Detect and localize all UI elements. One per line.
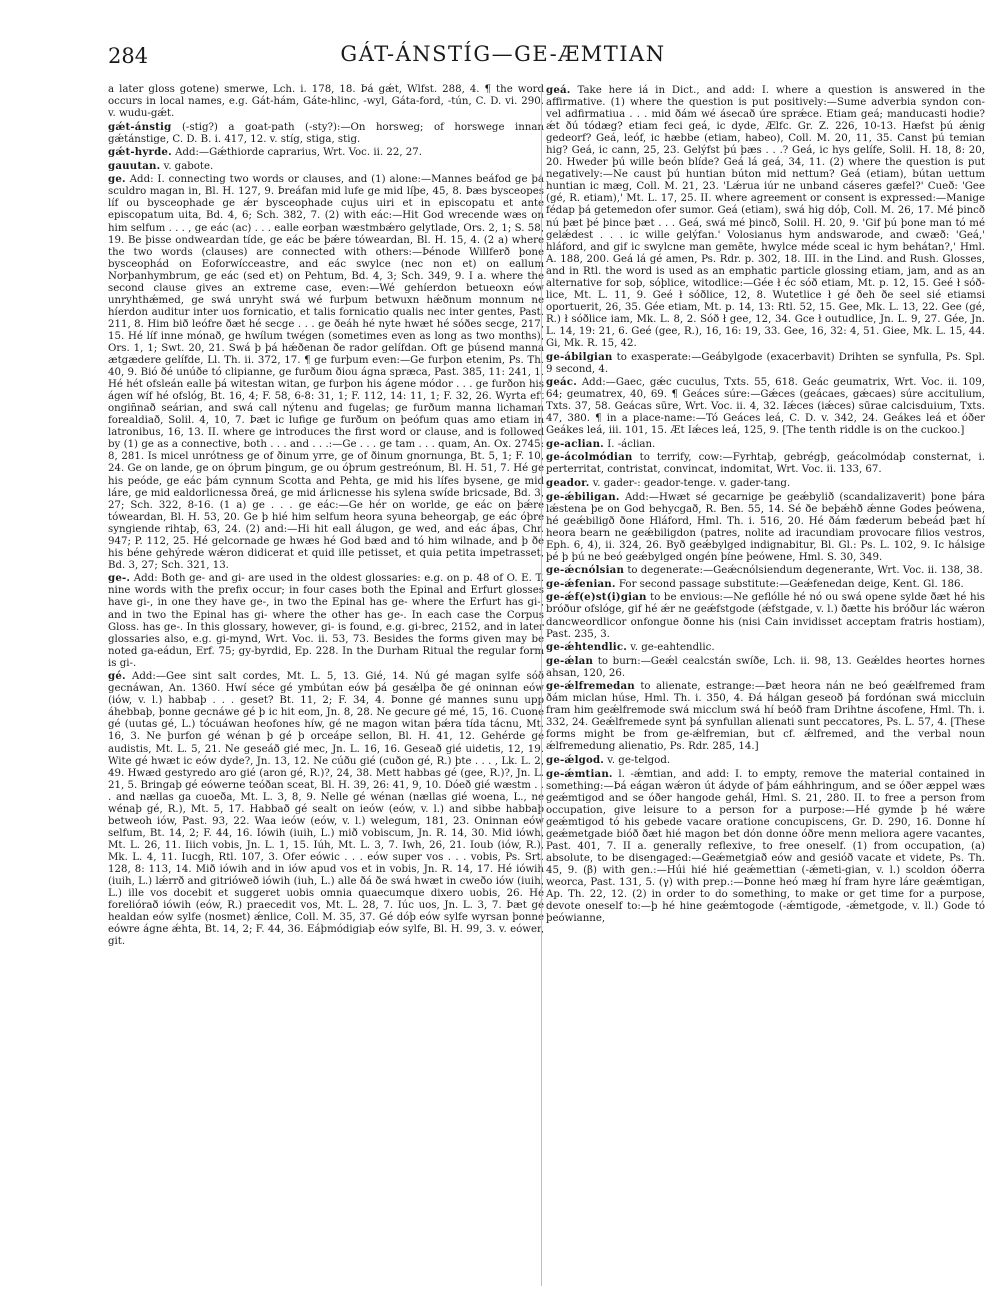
dictionary-entry [108, 146, 544, 159]
entry-headword: ge-ǽlan [546, 654, 594, 667]
dictionary-entry [108, 670, 544, 948]
entry-body: to burn:—Geǽl cealcstán swíðe, Lch. ii. 98, 13. Geǽldes heortes hornes ahsan, 120, 26. [546, 655, 985, 679]
entry-body: v. ge-telgod. [607, 755, 671, 767]
entry-headword: ge-ǽfenian. [546, 577, 616, 590]
entry-headword: ge-ǽcnólsian [546, 564, 625, 577]
page-number: 284 [108, 44, 149, 68]
entry-body: Take here iá in Dict., and add: I. where a question is answered in the affirmative. (1) where the question is put positively:—Sume adverbia syndon con- vel adfirmatiua . . . mid ðám wé ásecað úre sprǽce. Etiam geá; manducasti hodie? ǽt ðú tódæg? etiam feci geá, ic dyde, Ælfc. Gr. Z. 226, 10-13. Hæfst þú ǽnig gedeorf? Geá, leóf, ic hæbbe (etiam, habeo), Coll. M. 20, 11, 35. Canst þú temian hig? Geá, ic cann, 25, 23. Gelýfst þú þæs . . .? Geá, ic hys gelífe, Solil. H. 18, 8: 20, 20. Hweder þú wille beón blíde? Geá lá geá, 34, 11. (2) where the question is put negatively:—Ne caust þú huntian búton mid nettum? Geá (etiam), bútan uettum huntian ic mæg, Coll. M. 21, 23. 'Lǽrua iúr ne unband cáseres gæfel?' Cueð: 'Gee (gé, R. etiam),' Mt. L. 17, 25. II. where agreement or consent is expressed:—Manige fédap þá getemedon ofer sumor. Geá (etiam), swá hig dóþ, Coll. M. 26, 17. Mé þincð nú þæt þé þince þæt . . . Geá, swá mé þincð, Solil. H. 20, 9. 'Gif þú þone man tó mé gelǽdest . . . ic wille gelýfan.' Volosianus hym andswarode, and cwæð: 'Geá,' hláford, and gif ic swylcne man gemēte, hwylce méde sceal ic hym behátan?,' Hml. A. 188, 200. Geá lá gé amen, Ps. Rdr. p. 302, 18. III. in the Lind. and Rush. Glosses, and in Rtl. the word is used as an emphatic particle glossing etiam, jam, and as an alternative for soþ, sóþlice, witodlice:—Gée ł éc sóð etiam, Mt. p. 12, 15. Geé ł sóð-lice, Mt. L. 11, 9. Geé ł sóðlice, 12, 8. Wutetlice ł gé ðeh ðe seel sié etiamsi oportuerit, 26, 35. Gée etiam, Mt. p. 14, 13: Rtl. 52, 15. Gee, Mk. L. 13, 22. Gee (gé, R.) ł sóðlice iam, Mk. L. 8, 2. Sóð ł gee, 12, 34. Gce ł outudlice, Jn. L. 9, 27. Gée, Jn. L. 14, 19: 21, 6. Geé (gee, R.), 16, 16: 19, 33. Gee, 16, 32: 4, 51. Giee, Mk. L. 15, 44. Gi, Mk. R. 15, 42. [546, 85, 985, 349]
dictionary-entry [108, 572, 544, 669]
entry-body: Add: I. connecting two words or clauses, and (1) alone:—Mannes beáfod ge þá sculdro magan in, Bl. H. 127, 9. Þreáfan mid lufe ge mid líþe, 45, 8. Þæs bysceopes líf ou bysceophade ge ǽr bysceophade cujus uiri et in episcopatu et ante episcopatum uita, Bd. 4, 6; Sch. 382, 7. (2) with eác:—Hit God wrecende wæs on him selfum . . . , ge eác (ac) . . . ealle eorþan wæstmbǽro gelytlade, Ors. 2, 1; S. 58, 19. Be þisse ondweardan tíde, ge eác be þǽre tóweardan, Bl. H. 15, 4. (2 a) where the two words (clauses) are connected with others:—Þénode Willferð þone bysceophád on Eoforwícceastre, and eác swylce (nec non et) on eallum Norþanhymbrum, ge eác (sed et) on Pehtum, Bd. 4, 3; Sch. 349, 9. I a. where the second clause gives an extreme case, even:—Wé gehíerdon betueoxn eów unryhthǽmed, ge swá unryht swá wé furþum betwuxn hǽðnum monnum ne híerdon auditur inter uos fornicatio, et talis fornicatio qualis nec inter gentes, Past. 211, 8. Him bið leófre ðæt hé secge . . . ge ðeáh hé nyte hwæt hé sóðes secge, 217, 15. Hé líf inne mónað, ge hwílum twégen (sometimes even as long as two months), Ors. 1, 1; Swt. 20, 21. Swá þ þá hǽðenan ðe rador gelífdan. Oft ge þúsend manna ætgædere gelífde, Ll. Th. ii. 372, 17. ¶ ge furþum even:—Ge furþon etenim, Ps. Th. 40, 9. Bió ðé unúðe tó clipianne, ge furðum ðiou ágna spræca, Past. 385, 11: 241, 1. Hé hét ofsleán ealle þá witestan witan, ge furþon his ágene módor . . . ge furðon his ágen wíf hé ofslóg, Bt. 16, 4; F. 58, 6-8: 31, 1; F. 112, 14: 11, 1; F. 32, 26. Wyrta eft ongin̄nað seárian, and swá call nýtenu and fugelas; ge furðum manna lichaman forealdiað, Solil. 4, 10, 7. Þæt ic lufige ge furðum on þeófum quas amo etiam in latronibus, 16, 13. II. where ge introduces the first word or clause, and is followed by (1) ge as a connective, both . . . and . . .:—Ge . . . ge tam . . . quam, An. Ox. 2745: 8, 281. Is micel unrótness ge of ðinum yrre, ge of ðinum gnornunga, Bt. 5, 1; F. 10, 24. Ge on lande, ge on óþrum þingum, ge ou óþrum gestreónum, Bl. H. 51, 7. Hé ge his peóde, ge eác þám cynnum Scotta and Pehta, ge mid his lífes bysene, ge mid láre, ge mid ealdorlicnessa ðreá, ge mid árlicnesse his sylena swíde bricsade, Bd. 3, 27; Sch. 322, 8-16. (1 a) ge . . . ge eác:—Ge hér on worlde, ge eác on þǽre tóweardan, Bl. H. 53, 20. Ge þ hié him selfum heora syuna beheorgaþ, ge eác óþre syngiende rihtaþ, 63, 24. (2) and:—Hi hit eall álugon, ge wed, and eác áþas, Chr. 947; P. 112, 25. Hé gelcornade ge hwæs hé God bæd and tó him wilnade, and þ ðe his béne gehýrede wǽron didicerat et quid ille petisset, et quia petita impetrasset, Bd. 3, 27; Sch. 321, 13. [108, 174, 544, 571]
entry-body: I. -áclian. [607, 438, 656, 450]
dictionary-entry [108, 121, 544, 146]
entry-body: to degenerate:—Geǽcnólsiendum degenerante, Wrt. Voc. ii. 138, 38. [627, 565, 983, 577]
entry-headword: ge-ǽbiligan. [546, 490, 620, 503]
entry-body: Add:—Hwæt sé gecarnige þe geǽbylið (scandalizaverit) þone þára lǽstena þe on God behycgað, R. Ben. 55, 14. Sé ðe beþǽhð ǽnne Godes þeówena, hé geǽbiligð ðone Hláford, Hml. Th. i. 516, 20. Hé ðám fæderum bebeád þæt hí heora bearn ne geǽbiligdon (patres, nolite ad iracundiam provocare filios vestros, Eph. 6, 4), ii. 324, 26. Byð geǽbylged indignabitur, Bl. Gl.: Ps. L. 102, 9. Ic hálsige þé þ þú ne beó geǽbylged ongén þíne þeówene, Hml. S. 30, 349. [546, 491, 985, 563]
entry-headword: ge-ǽlgod. [546, 754, 605, 767]
page-running-title: GÁT-ÁNSTÍG—GE-ÆMTIAN [340, 42, 666, 66]
entry-body: l. -ǽmtian, and add: I. to empty, remove the material contained in something:—Þá eágan wǽron út ádyde of þám eáhhringum, and se óðer æppel wæs geǽmtigod and se óðer hangode gehál, Hml. S. 21, 280. II. to free a person from occupation, give leisure to a person for a purpose:—Hé gymde þ hé wǽre geǽmtigod tó his gebede vacare oratione concupiscens, Gr. D. 290, 16. Donne hí geǽmetgade bióð ðæt hié magon bet dón donne óðre menn meliora agere vacantes, Past. 401, 7. II a. generally reflexive, to free oneself. (1) from occupation, (a) absolute, to be disengaged:—Geǽmetgiað eów and gesióð vacate et videte, Ps. Th. 45, 9. (β) with gen.:—Húi hié hié geǽmettian (-ǽmeti-gian, v. l.) scoldon óðerra weorca, Past. 131, 5. (γ) with prep.:—Þonne heó mæg hí fram hyre láre geǽmtigan, Ap. Th. 22, 12. (2) in order to do something, to make or get time for a purpose, devote oneself to:—þ hé hine geǽmtogode (-ǽmtigode, -ǽmetgode, v. ll.) Gode tó þeówianne, [546, 768, 985, 925]
entry-headword: ge-aclian. [546, 437, 604, 450]
entry-body: v. ge-eahtendlic. [630, 642, 715, 654]
entry-body: to alienate, estrange:—Þæt heora nán ne beó geǽlfremed fram ðám miclan húse, Hml. Th. i. 350, 4. Ðá hálgan geseoð þá fordónan swá miccluin fram him geǽlfremode swá micclum swá hí beóð fram Drihtne áscofene, Hml. Th. i. 332, 24. Geǽlfremede synt þá synfullan alienati sunt peccatores, Ps. L. 57, 4. [These forms might be from ge-ǽlfremian, but cf. ǽlfremed, and the verbal noun ǽlfremedung alienatio, Ps. Rdr. 285, 14.] [546, 681, 985, 753]
dictionary-entry [546, 754, 985, 767]
entry-body: to terrify, cow:—Fyrhtaþ, gebrégþ, geácolmódaþ consternat, i. perterritat, contristat, convincat, indomitat, Wrt. Voc. ii. 133, 67. [546, 452, 985, 476]
dictionary-entry [546, 438, 985, 451]
entry-headword: ge. [108, 173, 126, 186]
entry-body: For second passage substitute:—Geǽfenedan deige, Kent. Gl. 186. [618, 578, 964, 590]
entry-body: to exasperate:—Geábylgode (exacerbavit) Drihten se synfulla, Ps. Spl. 9 second, 4. [546, 351, 985, 375]
dictionary-entry [546, 768, 985, 926]
dictionary-entry [546, 578, 985, 591]
entry-headword: ge-ǽlfremedan [546, 680, 635, 693]
entry-headword: geá. [546, 84, 571, 96]
entry-headword: ge-ábilgian [546, 350, 613, 363]
entry-headword: gauutan. [108, 159, 161, 172]
dictionary-entry [108, 173, 544, 572]
entry-body: (-stig?) a goat-path (-sty?):—On horsweg; of horswege innan gǽtánstige, C. D. B. i. 417, 12. v. stíg, stiga, stig. [108, 121, 544, 145]
dictionary-entry [546, 376, 985, 437]
left-column [108, 84, 544, 949]
entry-headword: ge-ǽhtendlic. [546, 641, 627, 654]
entry-body: Add:—Gee sint salt cordes, Mt. L. 5, 13. Gié, 14. Nú gé magan sylfe sóð gecnáwan, An. 1360. Hwí séce gé ymbútan eów þá gesǽlþa ðe gé oninnan eów (iów, v. l.) habbaþ . . . geset? Bt. 11, 2; F. 34, 4. Þonne gé mannes sunu upp áhebbaþ, þonne gecnáwe gé þ ic hit eom, Jn. 8, 28. Ne gecure gé mé, 15, 16. Cuone gé (uutas gé, L.) tócuáwan heofones híw, gé ne magon witan þǽra tída tácnu, Mt. 16, 3. Ne þurfon gé wénan þ gé þ orceápe sellon, Bl. H. 41, 12. Gehérde gé audistis, Mt. L. 5, 21. Ne geseáð gié mec, Jn. L. 16, 16. Geseað gié uidetis, 12, 19. Wite gé hwæt ic eów dyde?, Jn. 13, 12. Ne cúðu gié (cuðon gé, R.) þte . . . , Lk. L. 2, 49. Hwæd gestyredo aro gié (aron gé, R.)?, 24, 38. Mett habbas gé (gee, R.)?, Jn. L. 21, 5. Bringaþ gé eówerne teóðan sceat, Bl. H. 39, 26: 41, 9, 10. Dóeð gié wæstm . . . and nællas ga cuoeða, Mt. L. 3, 8, 9. Nelle gé wénan (nællas gié woena, L., ne wénaþ gé, R.), Mt. 5, 17. Habbað gé sealt on ieów (eów, v. l.) and sibbe habbaþ betweoh iów, Past. 93, 22. Waa ieów (eów, v. l.) welegum, 181, 23. Oninnan eów selfum, Bt. 14, 2; F. 44, 16. Iówih (iuih, L.) mið vobiscum, Jn. R. 14, 30. Mid iówh, Mt. L. 26, 11. Iiich vobis, Jn. L. 1, 15. Iúh, Mt. L. 3, 7. Iwh, 26, 21. Ioub (iów, R.), Mk. L. 4, 11. Iucgh, Rtl. 107, 3. Ofer eówic . . . eów super vos . . . vobis, Ps. Srt. 128, 8: 113, 14. Mið iówih and in iów apud vos et in vobis, Jn. R. 14, 17. Hé iówih (iuih, L.) lǽrrð and gitrióweð iówih (iuh, L.) alle ðá ðe swá hwæt in cweðo iów (iuih, L.) ille vos docebit et suggeret uobis omnia quaecumque dixero uobis, 26. Hé foreliórað iówih (eów, R.) praecedit vos, Mt. L. 28, 7. Iúc uos, Jn. L. 3, 7. Þæt gé healdan eów sylfe (nosmet) ǽnlice, Coll. M. 35, 37. Gé dóþ eów sylfe wyrsan þonne eówre ágne ǽhta, Bt. 14, 2; F. 44, 36. Eáþmódigiaþ eów sylfe, Bl. H. 99, 3. v. eówer, git. [108, 671, 544, 948]
entry-body: a later gloss gotene) smerwe, Lch. i. 178, 18. Þá gǽt, Wlfst. 288, 4. ¶ the word occurs in local names, e.g. Gát-hám, Gáte-hlinc, -wyl, Gáta-ford, -tún, C. D. vi. 290. v. wudu-gǽt. [108, 84, 544, 120]
dictionary-entry [546, 655, 985, 680]
dictionary-entry [546, 591, 985, 640]
entry-headword: ge-ǽf(e)st(i)gian [546, 591, 647, 604]
dictionary-entry [546, 641, 985, 654]
page-header [108, 40, 898, 74]
entry-headword: ge-ǽmtian. [546, 767, 613, 780]
dictionary-entry [546, 351, 985, 376]
entry-headword: gǽt-hyrde. [108, 146, 172, 159]
entry-body: to be envious:—Ne geflólle hé nó ou swá opene sylde ðæt hé his bróður ofslóge, gif hé ǽr ne geǽfstgode (ǽfstgade, v. l.) ðætte his bróður lác wǽron dancweordlicor onfongue ðonne his (nisi Cain invidisset acceptam fratris hostiam), Past. 235, 3. [546, 592, 985, 640]
dictionary-entry [546, 680, 985, 753]
dictionary-entry [546, 491, 985, 564]
entry-headword: geác. [546, 376, 577, 389]
entry-headword: geador. [546, 477, 590, 489]
entry-body: Add:—Gǽthiorde caprarius, Wrt. Voc. ii. 22, 27. [175, 147, 422, 159]
entry-headword: gé. [108, 670, 126, 683]
entry-body: Add:—Gaec, gǽc cuculus, Txts. 55, 618. Geác geumatrix, Wrt. Voc. ii. 109, 64; geumatrex, 40, 69. ¶ Geáces súre:—Gǽces (geácaes, gǽcaes) súre accitulium, Txts. 37, 58. Geácas sūre, Wrt. Voc. ii. 4, 32. Iǽces (iǽces) sūrae calcisduium, Txts. 47, 380. ¶ in a place-name:—Tó Geáces leá, C. D. v. 342, 24. Geákes leá et óðer Geákes leá, iii. 101, 15. Æt Iǽces leá, 125, 9. [The tenth riddle is on the cuckoo.] [546, 377, 985, 437]
dictionary-entry [108, 160, 544, 173]
dictionary-entry [108, 84, 544, 120]
entry-body: Add: Both ge- and gi- are used in the oldest glossaries: e.g. on p. 48 of O. E. T. nine words with the prefix occur; in four cases both the Epinal and Erfurt glosses have gi-, in one they have ge-, in two the Epinal has ge- where the Erfurt has gi-, and in two the Epinal has gi- where the other has ge-. In each case the Corpus Gloss. has ge-. In this glossary, however, gi- is found, e.g. gi-brec, 2152, and in later glossaries also, e.g. gi-mynd, Wrt. Voc. ii. 53, 73. Besides the forms given may be noted ga-eádun, Erf. 75; gy-byrdid, Ep. 228. In the Durham Ritual the regular form is gi-. [108, 573, 544, 669]
entry-body: v. gabote. [163, 160, 214, 172]
right-column [546, 84, 985, 926]
dictionary-entry [546, 564, 985, 577]
dictionary-entry [546, 477, 985, 490]
dictionary-entry [546, 451, 985, 476]
column-divider [541, 86, 542, 1286]
entry-headword: ge-. [108, 572, 131, 585]
entry-headword: ge-ácolmódian [546, 451, 633, 464]
entry-headword: gǽt-ánstig [108, 120, 172, 133]
entry-body: v. gader-: geador-tenge. v. gader-tang. [592, 478, 791, 489]
dictionary-entry [546, 84, 985, 350]
